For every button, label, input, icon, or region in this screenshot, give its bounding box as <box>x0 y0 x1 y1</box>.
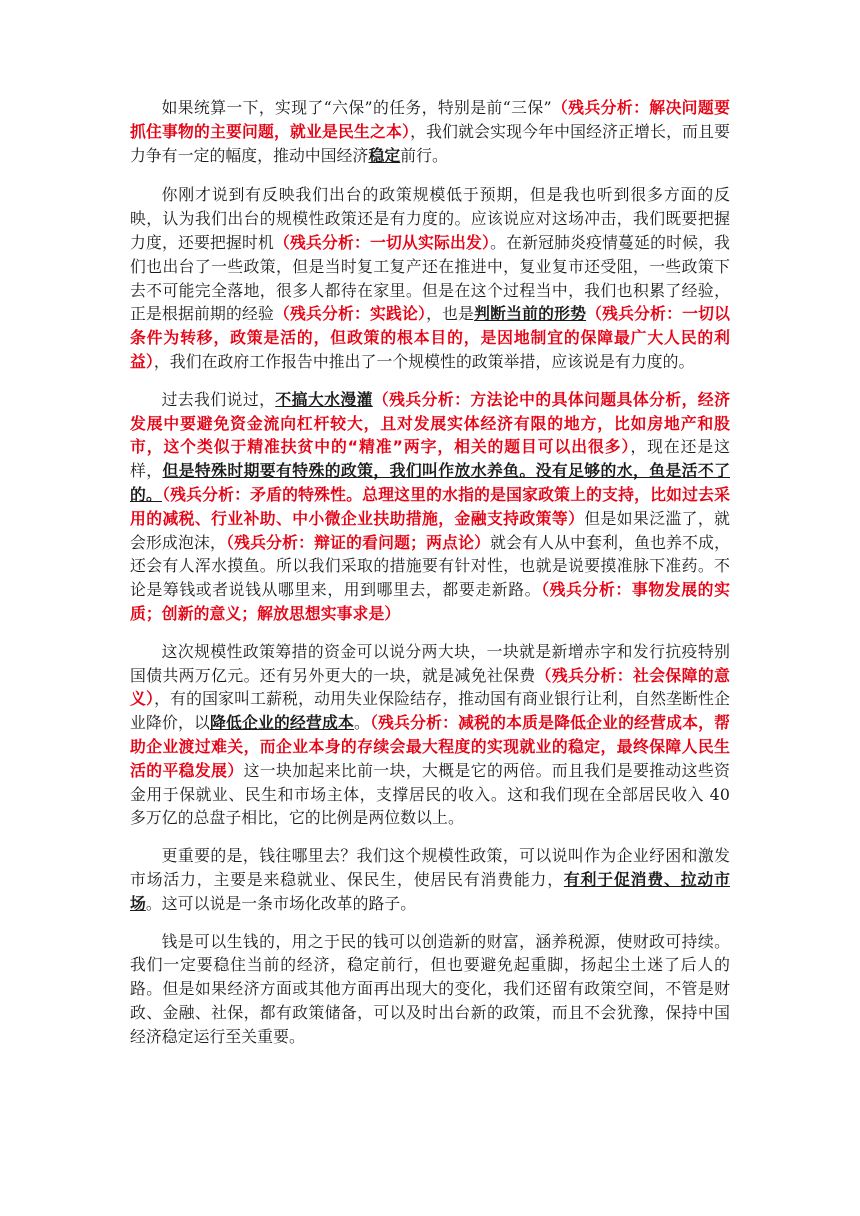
text-run: 但是如果泛滥了，就会形成泡沫， <box>130 508 730 552</box>
paragraph-3 <box>130 388 730 626</box>
underlined-emphasis: 降低企业的经营成本 <box>210 713 354 733</box>
annotation-note: （残兵分析：社会保障的意义） <box>130 665 730 709</box>
text-run: 你刚才说到有反映我们出台的政策规模低于预期，但是我也听到很多方面的反映，认为我们出台的规模性政策还是有力度的。应该说应对这场冲击，我们既要把握力度，还要把握时机 <box>130 185 730 252</box>
annotation-note: （残兵分析：方法论中的具体问题具体分析，经济发展中要避免资金流向杠杆较大，且对发展实体经济有限的地方，比如房地产和股市，这个类似于精准扶贫中的“精准”两字，相关的题目可以出很多） <box>130 389 730 457</box>
paragraph-2 <box>130 183 730 373</box>
text-run: 就会有人从中套利，鱼也养不成，还会有人浑水摸鱼。所以我们采取的措施要有针对性，也就是说要摸准脉下准药。不论是筹钱或者说钱从哪里来，用到哪里去，都要走新路。 <box>130 532 730 600</box>
text-run: ，我们就会实现今年中国经济正增长，而且要力争有一定的幅度，推动中国经济 <box>130 121 730 165</box>
underlined-emphasis: 有利于促消费、拉动市场 <box>130 869 730 913</box>
text-run: 如果统算一下，实现了“六保”的任务，特别是前“三保” <box>161 98 552 117</box>
text-run: 这一块加起来比前一块，大概是它的两倍。而且我们是要推动这些资金用于保就业、民生和市场主体，支撑居民的收入。这和我们现在全部居民收入 40 多万亿的总盘子相比，它的比例是两位数以上。 <box>130 760 730 828</box>
paragraph-1 <box>130 96 730 167</box>
annotation-note: （残兵分析：辩证的看问题；两点论） <box>226 532 491 552</box>
annotation-note: （残兵分析：一切从实际出发） <box>274 232 491 252</box>
text-run: 。 <box>354 713 370 733</box>
text-run: 这次规模性政策筹措的资金可以说分两大块，一块就是新增赤字和发行抗疫特别国债共两万亿元。还有另外更大的一块，就是减免社保费 <box>130 641 730 685</box>
document-page <box>130 96 730 1062</box>
text-run: ，有的国家叫工薪税，动用失业保险结存，推动国有商业银行让利，自然垄断性企业降价，以 <box>130 689 730 733</box>
text-run: ，我们在政府工作报告中推出了一个规模性的政策举措，应该说是有力度的。 <box>153 351 695 371</box>
underlined-emphasis: 稳定 <box>368 145 401 165</box>
text-run: 过去我们说过， <box>161 389 276 409</box>
paragraph-4 <box>130 640 730 830</box>
annotation-note: （残兵分析：矛盾的特殊性。总理这里的水指的是国家政策上的支持，比如过去采用的减税、行业补助、中小微企业扶助措施，金融支持政策等） <box>130 484 730 528</box>
annotation-note: （残兵分析：减税的本质是降低企业的经营成本，帮助企业渡过难关，而企业本身的存续会最大程度的实现就业的稳定，最终保障人民生活的平稳发展） <box>130 713 730 780</box>
text-run: 更重要的是，钱往哪里去？我们这个规模性政策，可以说叫作为企业纾困和激发市场活力，主要是来稳就业、保民生，使居民有消费能力， <box>130 846 730 889</box>
underlined-emphasis: 但是特殊时期要有特殊的政策，我们叫作放水养鱼。没有足够的水，鱼是活不了的。 <box>130 461 730 504</box>
annotation-note: （残兵分析：事物发展的实质；创新的意义；解放思想实事求是） <box>130 580 730 623</box>
underlined-emphasis: 判断当前的形势 <box>474 304 587 324</box>
text-run: ，现在还是这样， <box>130 437 730 481</box>
annotation-note: （残兵分析：一切以条件为转移，政策是活的，但政策的根本目的，是因地制宜的保障最广大人民的利益） <box>130 304 730 371</box>
text-run: ，也是 <box>426 304 475 324</box>
text-run: 钱是可以生钱的，用之于民的钱可以创造新的财富，涵养税源，使财政可持续。我们一定要稳住当前的经济，稳定前行，但也要避免起重脚，扬起尘土迷了后人的路。但是如果经济方面或其他方面再出现大的变化，我们还留有政策空间，不管是财政、金融、社保，都有政策储备，可以及时出台新的政策，而且不会犹豫，保持中国经济稳定运行至关重要。 <box>130 931 730 1046</box>
annotation-note: （残兵分析：实践论） <box>274 304 427 324</box>
text-run: 。在新冠肺炎疫情蔓延的时候，我们也出台了一些政策，但是当时复工复产还在推进中，复业复市还受阻，一些政策下去不可能完全落地，很多人都待在家里。但是在这个过程当中，我们也积累了经验，正是根据前期的经验 <box>130 232 730 324</box>
underlined-emphasis: 不搞大水漫灌 <box>275 389 373 409</box>
text-run: 前行。 <box>400 145 448 165</box>
annotation-note: （残兵分析：解决问题要抓住事物的主要问题，就业是民生之本） <box>130 98 730 141</box>
paragraph-5 <box>130 844 730 915</box>
text-run: 。这可以说是一条市场化改革的路子。 <box>145 893 417 913</box>
paragraph-6 <box>130 930 730 1049</box>
